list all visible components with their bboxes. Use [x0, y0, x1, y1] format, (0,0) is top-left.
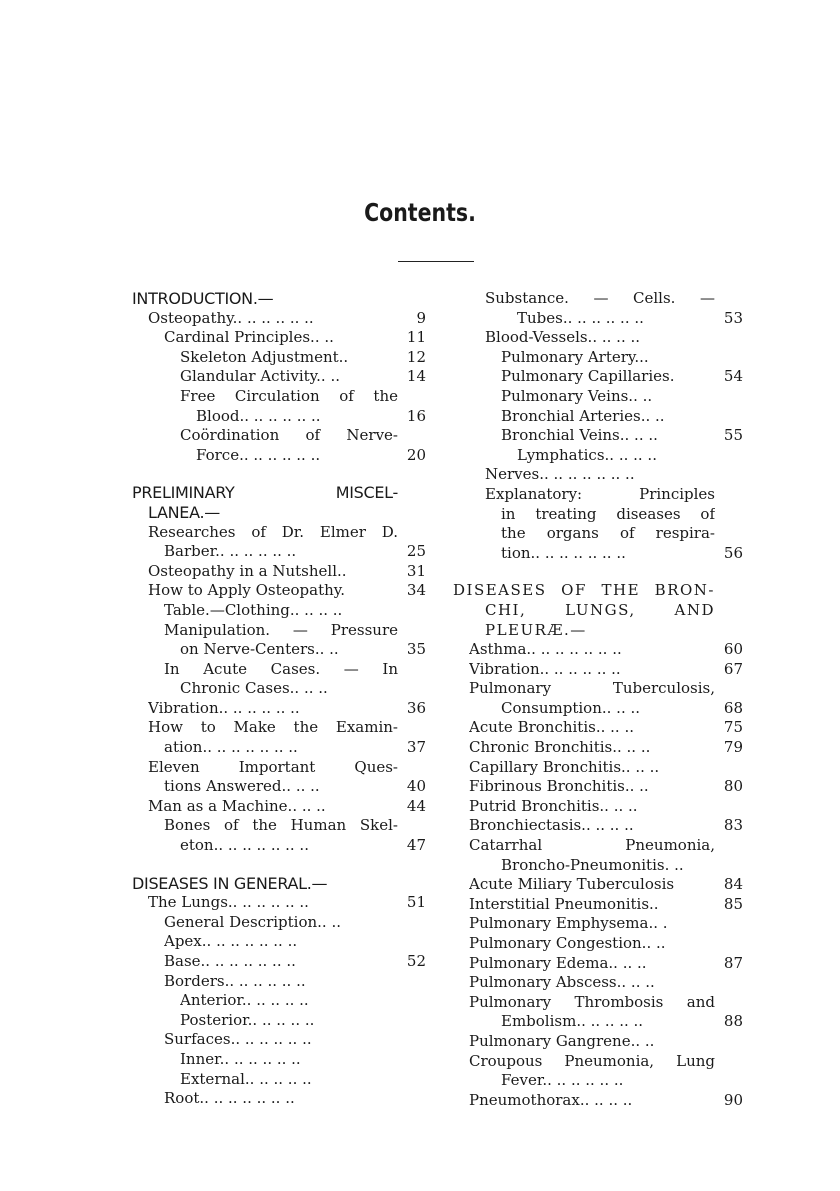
- toc-entry-title: Vibration.. .. .. .. .. ..: [148, 698, 300, 717]
- toc-entry-title: Osteopathy.. .. .. .. .. ..: [148, 308, 314, 327]
- toc-entry-title: In Acute Cases. — In: [164, 659, 398, 678]
- toc-entry: [453, 718, 743, 738]
- toc-entry-title: Interstitial Pneumonitis..: [469, 894, 659, 913]
- toc-entry-title: Pulmonary Edema.. .. ..: [469, 953, 647, 972]
- toc-entry-title: Nerves.. .. .. .. .. .. ..: [485, 465, 635, 484]
- toc-entry-title: Eleven Important Ques-: [148, 757, 398, 776]
- toc-entry: [132, 1050, 426, 1070]
- toc-entry: [453, 1052, 743, 1072]
- toc-page-number: 34: [406, 581, 426, 600]
- toc-entry-title: Inner.. .. .. .. .. ..: [180, 1049, 301, 1068]
- section-heading-text: DISEASES OF THE BRON-: [453, 581, 715, 600]
- toc-entry: [453, 426, 743, 446]
- toc-entry: [132, 893, 426, 913]
- toc-entry-title: Cardinal Principles.. ..: [164, 328, 334, 347]
- toc-entry-title: Fibrinous Bronchitis.. ..: [469, 777, 649, 796]
- toc-page-number: 75: [723, 718, 743, 737]
- section-heading-text: PLEURÆ.—: [485, 620, 587, 639]
- toc-entry-title: Chronic Cases.. .. ..: [180, 679, 328, 698]
- toc-entry: [453, 387, 743, 407]
- toc-entry-title: Blood.. .. .. .. .. ..: [196, 406, 321, 425]
- toc-entry-title: Vibration.. .. .. .. .. ..: [469, 659, 621, 678]
- toc-entry: [453, 1071, 743, 1091]
- toc-entry-title: Blood-Vessels.. .. .. ..: [485, 328, 641, 347]
- toc-page-number: 88: [723, 1012, 743, 1031]
- toc-entry-title: Embolism.. .. .. .. ..: [501, 1012, 644, 1031]
- toc-entry: [132, 1089, 426, 1109]
- toc-page-number: 68: [723, 698, 743, 717]
- toc-entry-title: Catarrhal Pneumonia,: [469, 836, 715, 855]
- toc-entry: [132, 426, 426, 446]
- toc-entry-title: How to Make the Examin-: [148, 718, 398, 737]
- toc-entry: [132, 367, 426, 387]
- toc-entry-title: Pulmonary Gangrene.. ..: [469, 1031, 655, 1050]
- toc-entry-title: Surfaces.. .. .. .. .. ..: [164, 1030, 312, 1049]
- toc-entry-title: Barber.. .. .. .. .. ..: [164, 542, 297, 561]
- toc-entry: [132, 523, 426, 543]
- toc-entry-title: Man as a Machine.. .. ..: [148, 796, 326, 815]
- toc-entry: [132, 679, 426, 699]
- toc-page-number: 47: [406, 836, 426, 855]
- toc-entry: [453, 758, 743, 778]
- toc-page-number: 85: [723, 894, 743, 913]
- toc-entry: [453, 738, 743, 758]
- toc-entry: [132, 913, 426, 933]
- toc-page-number: 36: [406, 698, 426, 717]
- toc-entry-title: Glandular Activity.. ..: [180, 367, 341, 386]
- toc-page-number: 16: [406, 406, 426, 425]
- section-heading: [132, 483, 426, 503]
- section-heading: [453, 581, 743, 601]
- toc-entry-title: Bronchiectasis.. .. .. ..: [469, 816, 634, 835]
- toc-entry: [453, 640, 743, 660]
- toc-entry-title: How to Apply Osteopathy.: [148, 581, 346, 600]
- contents-column-left: [132, 289, 426, 1109]
- toc-entry-title: Researches of Dr. Elmer D.: [148, 522, 398, 541]
- toc-entry-title: Skeleton Adjustment..: [180, 347, 349, 366]
- toc-entry: [132, 972, 426, 992]
- toc-entry: [132, 601, 426, 621]
- toc-entry: [132, 640, 426, 660]
- toc-entry-title: in treating diseases of: [501, 504, 715, 523]
- section-heading-text: INTRODUCTION.—: [132, 289, 274, 308]
- toc-page-number: 51: [406, 893, 426, 912]
- toc-entry: [132, 718, 426, 738]
- toc-entry: [453, 934, 743, 954]
- toc-entry-title: Explanatory: Principles: [485, 484, 715, 503]
- toc-entry-title: Pulmonary Thrombosis and: [469, 992, 715, 1011]
- toc-entry-title: Substance. — Cells. —: [485, 289, 715, 307]
- section-spacer: [132, 856, 426, 874]
- toc-entry-title: Acute Miliary Tuberculosis: [469, 875, 675, 894]
- toc-entry: [453, 875, 743, 895]
- toc-entry: [453, 485, 743, 505]
- toc-page-number: 56: [723, 543, 743, 562]
- toc-entry: [453, 660, 743, 680]
- toc-entry-title: Apex.. .. .. .. .. .. ..: [164, 932, 298, 951]
- toc-entry-title: Pulmonary Abscess.. .. ..: [469, 973, 655, 992]
- toc-entry-title: eton.. .. .. .. .. .. ..: [180, 836, 309, 855]
- toc-entry-title: Pulmonary Tuberculosis,: [469, 679, 715, 698]
- toc-entry: [453, 544, 743, 564]
- toc-entry: [453, 993, 743, 1013]
- toc-entry: [453, 816, 743, 836]
- toc-entry-title: Croupous Pneumonia, Lung: [469, 1051, 715, 1070]
- toc-entry-title: Capillary Bronchitis.. .. ..: [469, 757, 660, 776]
- toc-entry-title: Pulmonary Capillaries.: [501, 367, 675, 386]
- toc-page-number: 20: [406, 445, 426, 464]
- toc-entry-title: Asthma.. .. .. .. .. .. ..: [469, 640, 622, 659]
- toc-entry-title: Pulmonary Congestion.. ..: [469, 934, 666, 952]
- toc-entry: [132, 309, 426, 329]
- toc-entry: [453, 446, 743, 466]
- toc-entry: [453, 465, 743, 485]
- section-spacer: [132, 465, 426, 483]
- toc-entry: [453, 856, 743, 876]
- section-heading-text: PRELIMINARY MISCEL-: [132, 483, 398, 503]
- toc-entry-title: Coördination of Nerve-: [180, 426, 398, 445]
- toc-entry: [132, 816, 426, 836]
- toc-entry: [132, 699, 426, 719]
- toc-entry: [453, 973, 743, 993]
- toc-page-number: 60: [723, 640, 743, 659]
- toc-entry: [453, 1032, 743, 1052]
- toc-entry: [453, 367, 743, 387]
- toc-entry-title: Bronchial Arteries.. ..: [501, 406, 665, 425]
- toc-entry: [453, 895, 743, 915]
- toc-page-number: 55: [723, 426, 743, 445]
- toc-entry-title: tion.. .. .. .. .. .. ..: [501, 543, 626, 562]
- section-heading: [453, 621, 743, 641]
- section-heading-text: DISEASES IN GENERAL.—: [132, 873, 328, 893]
- toc-entry-title: Pneumothorax.. .. .. ..: [469, 1090, 633, 1109]
- toc-entry-title: ation.. .. .. .. .. .. ..: [164, 738, 298, 757]
- toc-entry: [453, 914, 743, 934]
- toc-page-number: 44: [406, 796, 426, 815]
- toc-page-number: 14: [406, 367, 426, 386]
- section-heading: [132, 289, 426, 309]
- toc-entry: [453, 954, 743, 974]
- toc-entry-title: The Lungs.. .. .. .. .. ..: [148, 893, 309, 912]
- toc-entry-title: Consumption.. .. ..: [501, 698, 641, 717]
- toc-page-number: 54: [723, 367, 743, 386]
- toc-page-number: 90: [723, 1090, 743, 1109]
- toc-page-number: 53: [723, 308, 743, 327]
- toc-entry: [453, 679, 743, 699]
- toc-entry: [453, 1091, 743, 1111]
- toc-entry: [132, 1070, 426, 1090]
- toc-entry: [132, 328, 426, 348]
- toc-entry: [132, 348, 426, 368]
- toc-entry: [132, 991, 426, 1011]
- toc-entry: [132, 738, 426, 758]
- toc-entry: [453, 505, 743, 525]
- toc-entry: [453, 1012, 743, 1032]
- toc-entry: [453, 348, 743, 368]
- section-heading: [132, 874, 426, 894]
- toc-entry-title: Borders.. .. .. .. .. ..: [164, 971, 306, 990]
- toc-entry-title: Osteopathy in a Nutshell..: [148, 561, 347, 580]
- toc-page-number: 83: [723, 816, 743, 835]
- toc-entry: [132, 836, 426, 856]
- toc-entry-title: Anterior.. .. .. .. ..: [180, 991, 309, 1010]
- toc-page-number: 52: [406, 952, 426, 970]
- toc-entry-title: Putrid Bronchitis.. .. ..: [469, 796, 638, 815]
- toc-entry: [453, 407, 743, 427]
- toc-page-number: 12: [406, 347, 426, 366]
- toc-entry-title: Pulmonary Veins.. ..: [501, 386, 653, 405]
- toc-entry: [132, 777, 426, 797]
- toc-entry: [132, 542, 426, 562]
- toc-entry: [132, 1030, 426, 1050]
- toc-entry: [132, 387, 426, 407]
- toc-entry: [453, 777, 743, 797]
- toc-page-number: 87: [723, 953, 743, 972]
- toc-entry-title: the organs of respira-: [501, 524, 715, 543]
- toc-page-number: 84: [723, 875, 743, 894]
- toc-page-number: 40: [406, 777, 426, 796]
- toc-entry-title: Bones of the Human Skel-: [164, 816, 398, 835]
- toc-page-number: 79: [723, 738, 743, 757]
- toc-entry: [132, 562, 426, 582]
- toc-entry-title: on Nerve-Centers.. ..: [180, 640, 339, 659]
- toc-page-number: 25: [406, 542, 426, 561]
- toc-page-number: 9: [416, 308, 426, 327]
- toc-page-number: 37: [406, 738, 426, 757]
- toc-entry-title: Table.—Clothing.. .. .. ..: [164, 600, 343, 619]
- toc-entry-title: Acute Bronchitis.. .. ..: [469, 718, 634, 737]
- toc-entry-title: tions Answered.. .. ..: [164, 777, 320, 796]
- section-heading-text: CHI, LUNGS, AND: [485, 600, 715, 619]
- toc-entry-title: General Description.. ..: [164, 912, 342, 931]
- toc-entry-title: Lymphatics.. .. .. ..: [517, 445, 657, 464]
- toc-entry-title: Base.. .. .. .. .. .. ..: [164, 952, 296, 970]
- toc-entry-title: Pulmonary Emphysema.. .: [469, 914, 668, 933]
- toc-entry: [132, 407, 426, 427]
- page-title: Contents.: [364, 198, 476, 227]
- toc-entry-title: Force.. .. .. .. .. ..: [196, 445, 321, 464]
- toc-page-number: 31: [406, 561, 426, 580]
- toc-entry: [132, 758, 426, 778]
- toc-entry-title: Free Circulation of the: [180, 386, 398, 405]
- toc-entry-title: Pulmonary Artery...: [501, 347, 649, 366]
- toc-entry: [132, 952, 426, 972]
- toc-page-number: 67: [723, 659, 743, 678]
- section-heading-text: LANEA.—: [148, 502, 220, 522]
- toc-entry-title: External.. .. .. .. ..: [180, 1069, 312, 1088]
- section-heading: [453, 601, 743, 621]
- toc-entry-title: Tubes.. .. .. .. .. ..: [517, 308, 644, 327]
- toc-entry: [132, 621, 426, 641]
- toc-entry: [132, 581, 426, 601]
- toc-entry: [453, 328, 743, 348]
- title-divider: [398, 261, 474, 262]
- section-heading: [132, 503, 426, 523]
- toc-page-number: 11: [406, 328, 426, 347]
- section-spacer: [453, 563, 743, 581]
- toc-entry: [132, 797, 426, 817]
- toc-entry: [453, 524, 743, 544]
- toc-page-number: 35: [406, 640, 426, 659]
- toc-entry: [132, 932, 426, 952]
- toc-entry-title: Bronchial Veins.. .. ..: [501, 426, 658, 445]
- contents-column-right: [453, 289, 743, 1110]
- toc-entry-title: Manipulation. — Pressure: [164, 620, 398, 639]
- toc-entry: [132, 660, 426, 680]
- toc-entry: [453, 836, 743, 856]
- toc-entry-title: Fever.. .. .. .. .. ..: [501, 1071, 624, 1090]
- toc-page-number: 80: [723, 777, 743, 796]
- toc-entry-title: Broncho-Pneumonitis. ..: [501, 855, 684, 874]
- toc-entry: [453, 309, 743, 329]
- toc-entry: [132, 446, 426, 466]
- toc-entry-title: Posterior.. .. .. .. ..: [180, 1010, 315, 1029]
- toc-entry: [453, 289, 743, 309]
- toc-entry-title: Chronic Bronchitis.. .. ..: [469, 738, 651, 757]
- toc-entry: [453, 797, 743, 817]
- toc-entry: [132, 1011, 426, 1031]
- toc-entry-title: Root.. .. .. .. .. .. ..: [164, 1089, 295, 1108]
- toc-entry: [453, 699, 743, 719]
